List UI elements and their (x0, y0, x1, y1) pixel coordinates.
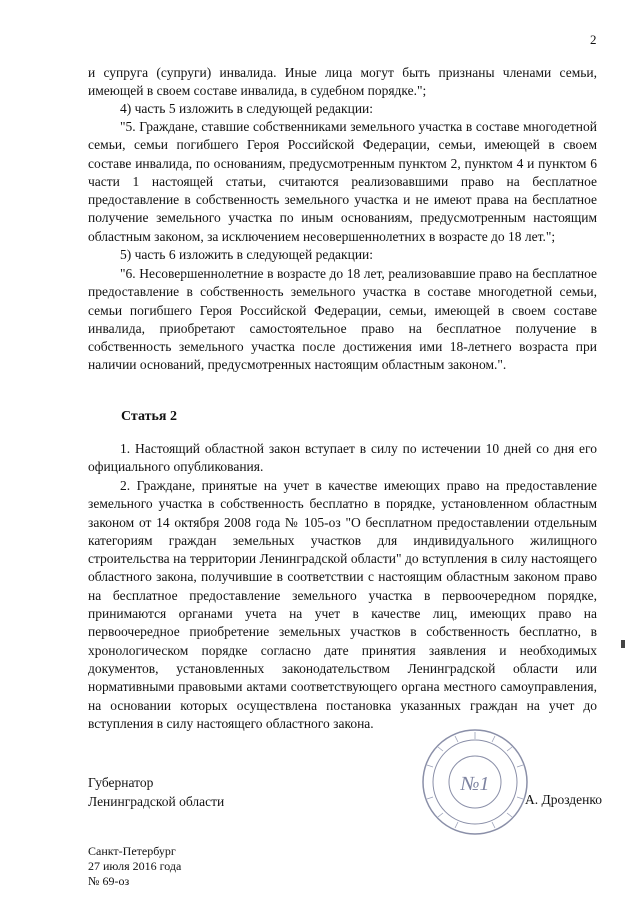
signature-title-line2: Ленинградской области (88, 794, 225, 809)
official-stamp (420, 727, 530, 837)
signature-title-line1: Губернатор (88, 775, 154, 790)
paragraph-item-4: 4) часть 5 изложить в следующей редакции: (120, 101, 374, 116)
paragraph-continuation: и супруга (супруги) инвалида. Иные лица могут быть признаны членами семьи, имеющей в своем составе инвалида, в судебном порядке."; (88, 65, 597, 99)
stamp-number: №1 (460, 773, 490, 795)
colophon-city: Санкт-Петербург (88, 844, 176, 858)
paragraph-item-5: 5) часть 6 изложить в следующей редакции: (120, 247, 374, 262)
paragraph-part-5: "5. Граждане, ставшие собственниками земельного участка в составе многодетной семьи, семьи погибшего Героя Российской Федерации, семьи, имеющей в своем составе инвалида, по основаниям, предусмотренным пунктом 2, пунктом 4 и пунктом 6 части 1 настоящей статьи, считаются реализовавшими право на бесплатное предоставление в собственность земельного участка и не имеют права на бесплатное получение земельного участка по иным основаниям, предусмотренным настоящим областным законом, за исключением несовершеннолетних в возрасте до 18 лет."; (88, 119, 597, 244)
colophon-date: 27 июля 2016 года (88, 859, 182, 873)
colophon-number: № 69-оз (88, 874, 130, 888)
signature-name: А. Дрозденко (525, 792, 603, 807)
article2-paragraph-2: 2. Граждане, принятые на учет в качестве имеющих право на предоставление земельного участка в собственность бесплатно в порядке, установленном областным законом от 14 октября 2008 года № 105-оз "О бесплатном предоставлении отдельным категориям граждан земельных участков для индивидуального жилищного строительства на территории Ленинградской области" до вступления в силу настоящего областного закона, получившие в соответствии с настоящим областным законом право на бесплатное предоставление земельного участка в первоочередном порядке, принимаются органами учета на учет в качестве лиц, имеющих право на первоочередное приобретение земельных участков в собственность бесплатно, в хронологическом порядке согласно дате принятия заявления и необходимых документов, установленных законодательством Ленинградской области или нормативными правовыми актами соответствующего органа местного самоуправления, на основании которых осуществлена постановка указанных граждан на учет до вступления в силу настоящего областного закона. (88, 478, 597, 731)
colophon (88, 844, 181, 889)
signature-title (88, 773, 224, 811)
article2-paragraph-1: 1. Настоящий областной закон вступает в силу по истечении 10 дней со дня его официального опубликования. (88, 441, 597, 475)
paragraph-part-6: "6. Несовершеннолетние в возрасте до 18 лет, реализовавшие право на бесплатное предоставление в собственность земельного участка в составе многодетной семьи, семьи погибшего Героя Российской Федерации, семьи, имеющей в своем составе инвалида, приобретают самостоятельное право на бесплатное получение в собственность земельного участка после достижения ими 18-летнего возраста при наличии оснований, предусмотренных настоящим областным законом.". (88, 266, 597, 373)
margin-mark (621, 640, 625, 648)
page-number: 2 (590, 32, 597, 47)
article-heading: Статья 2 (121, 409, 177, 424)
